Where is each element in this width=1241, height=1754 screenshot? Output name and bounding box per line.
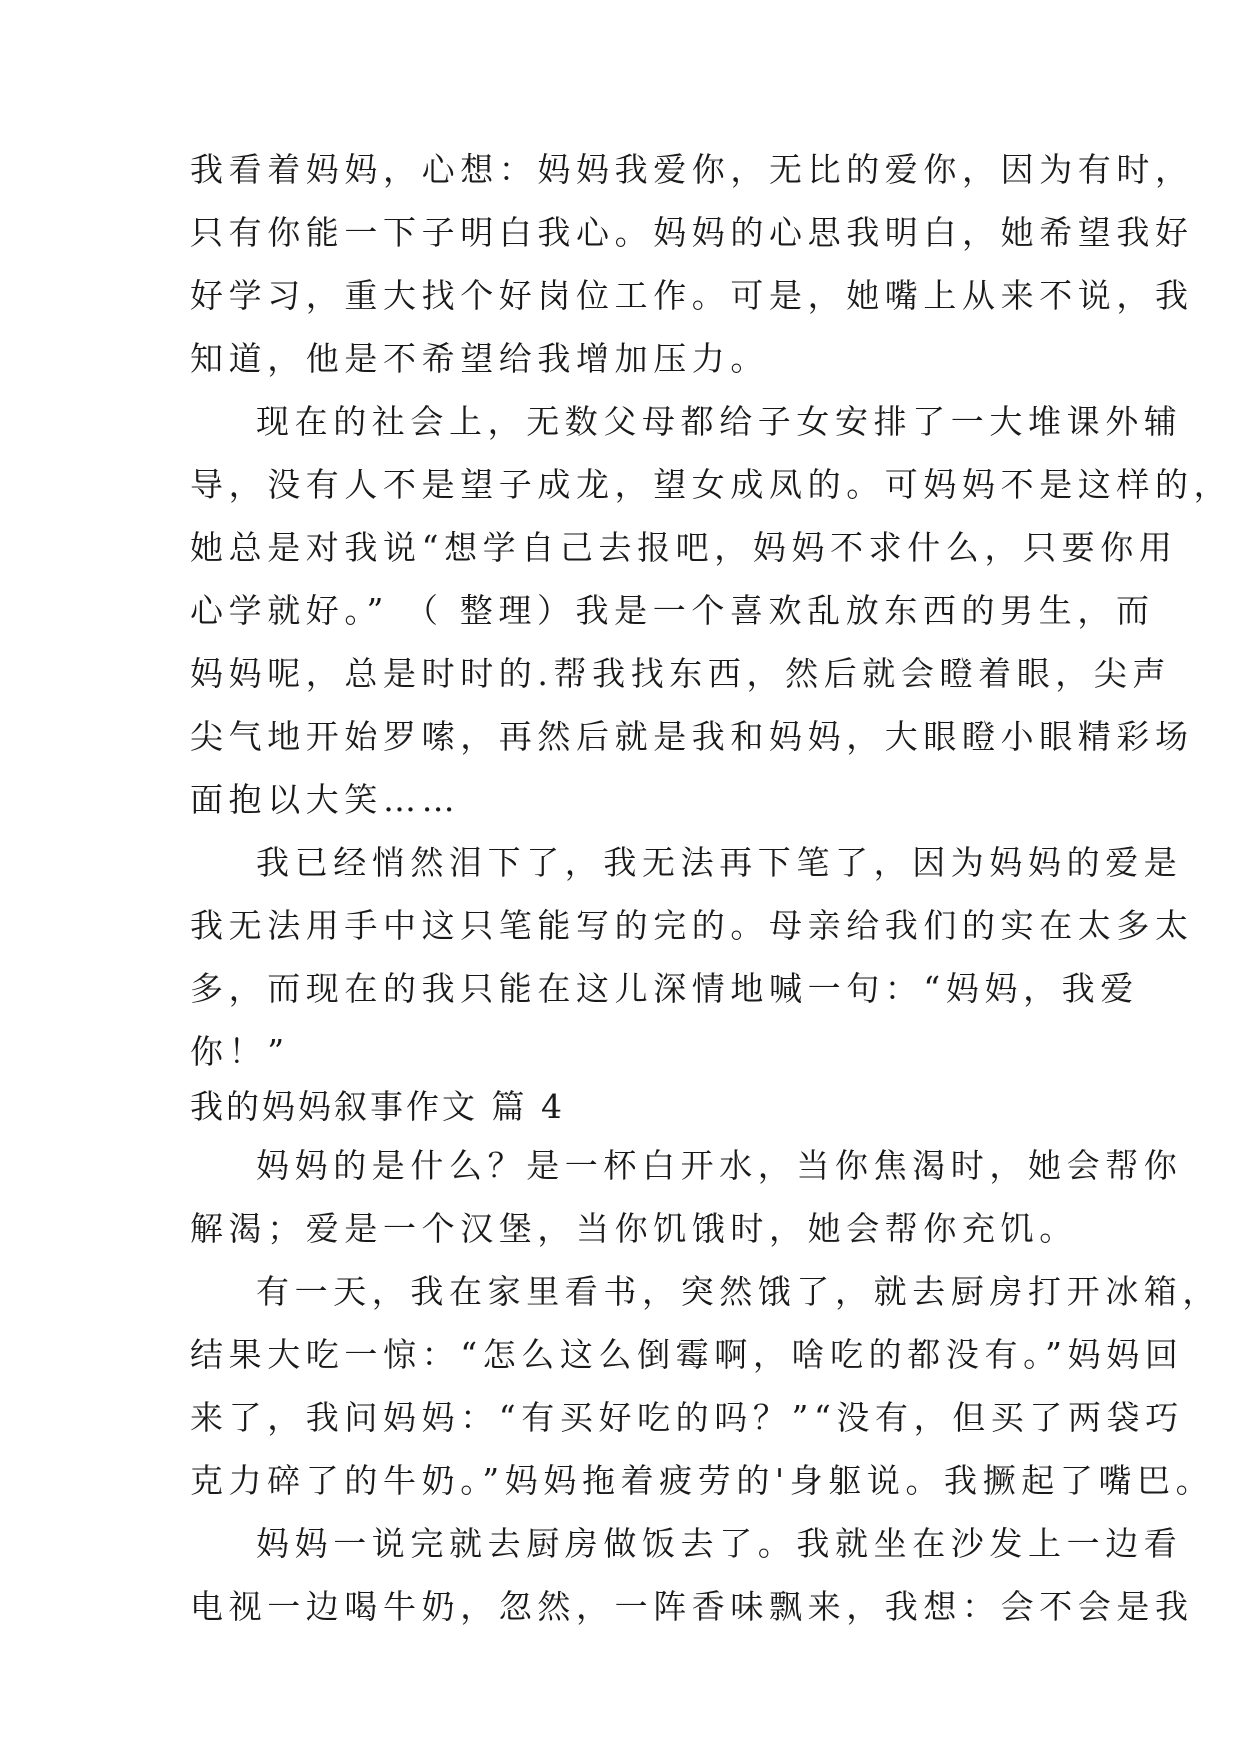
text-line: 心学就好。” （ 整理）我是一个喜欢乱放东西的男生，而 <box>190 591 1155 630</box>
text-line: 我无法用手中这只笔能写的完的。母亲给我们的实在太多太 <box>190 906 1194 945</box>
text-line: 妈妈一说完就去厨房做饭去了。我就坐在沙发上一边看 <box>256 1524 1183 1563</box>
text-line: 妈妈呢，总是时时的.帮我找东西，然后就会瞪着眼，尖声 <box>190 654 1172 693</box>
text-line: 结果大吃一惊：“怎么这么倒霉啊，啥吃的都没有。”妈妈回 <box>190 1335 1184 1374</box>
text-line: 我看着妈妈，心想：妈妈我爱你，无比的爱你，因为有时， <box>190 150 1194 189</box>
text-line: 有一天，我在家里看书，突然饿了，就去厨房打开冰箱， <box>256 1272 1221 1311</box>
text-line: 来了，我问妈妈：“有买好吃的吗？”“没有，但买了两袋巧 <box>190 1398 1184 1437</box>
text-line: 电视一边喝牛奶，忽然，一阵香味飘来，我想：会不会是我 <box>190 1587 1194 1626</box>
text-line: 她总是对我说“想学自己去报吧，妈妈不求什么，只要你用 <box>190 528 1178 567</box>
text-line: 妈妈的是什么？是一杯白开水，当你焦渴时，她会帮你 <box>256 1146 1183 1185</box>
text-line: 面抱以大笑…… <box>190 780 461 819</box>
text-line: 现在的社会上，无数父母都给子女安排了一大堆课外辅 <box>256 402 1183 441</box>
text-line: 好学习，重大找个好岗位工作。可是，她嘴上从来不说，我 <box>190 276 1194 315</box>
text-line: 知道，他是不希望给我增加压力。 <box>190 339 769 378</box>
text-line: 尖气地开始罗嗦，再然后就是我和妈妈，大眼瞪小眼精彩场 <box>190 717 1194 756</box>
text-line: 我已经悄然泪下了，我无法再下笔了，因为妈妈的爱是 <box>256 843 1183 882</box>
section-heading: 我的妈妈叙事作文 篇 4 <box>190 1087 565 1126</box>
text-line: 你！” <box>190 1032 290 1071</box>
text-line: 多，而现在的我只能在这儿深情地喊一句：“妈妈，我爱 <box>190 969 1139 1008</box>
text-line: 解渴；爱是一个汉堡，当你饥饿时，她会帮你充饥。 <box>190 1209 1078 1248</box>
text-line: 只有你能一下子明白我心。妈妈的心思我明白，她希望我好 <box>190 213 1194 252</box>
text-line: 导，没有人不是望子成龙，望女成凤的。可妈妈不是这样的， <box>190 465 1233 504</box>
text-line: 克力碎了的牛奶。”妈妈拖着疲劳的'身躯说。我撅起了嘴巴。 <box>190 1461 1215 1500</box>
